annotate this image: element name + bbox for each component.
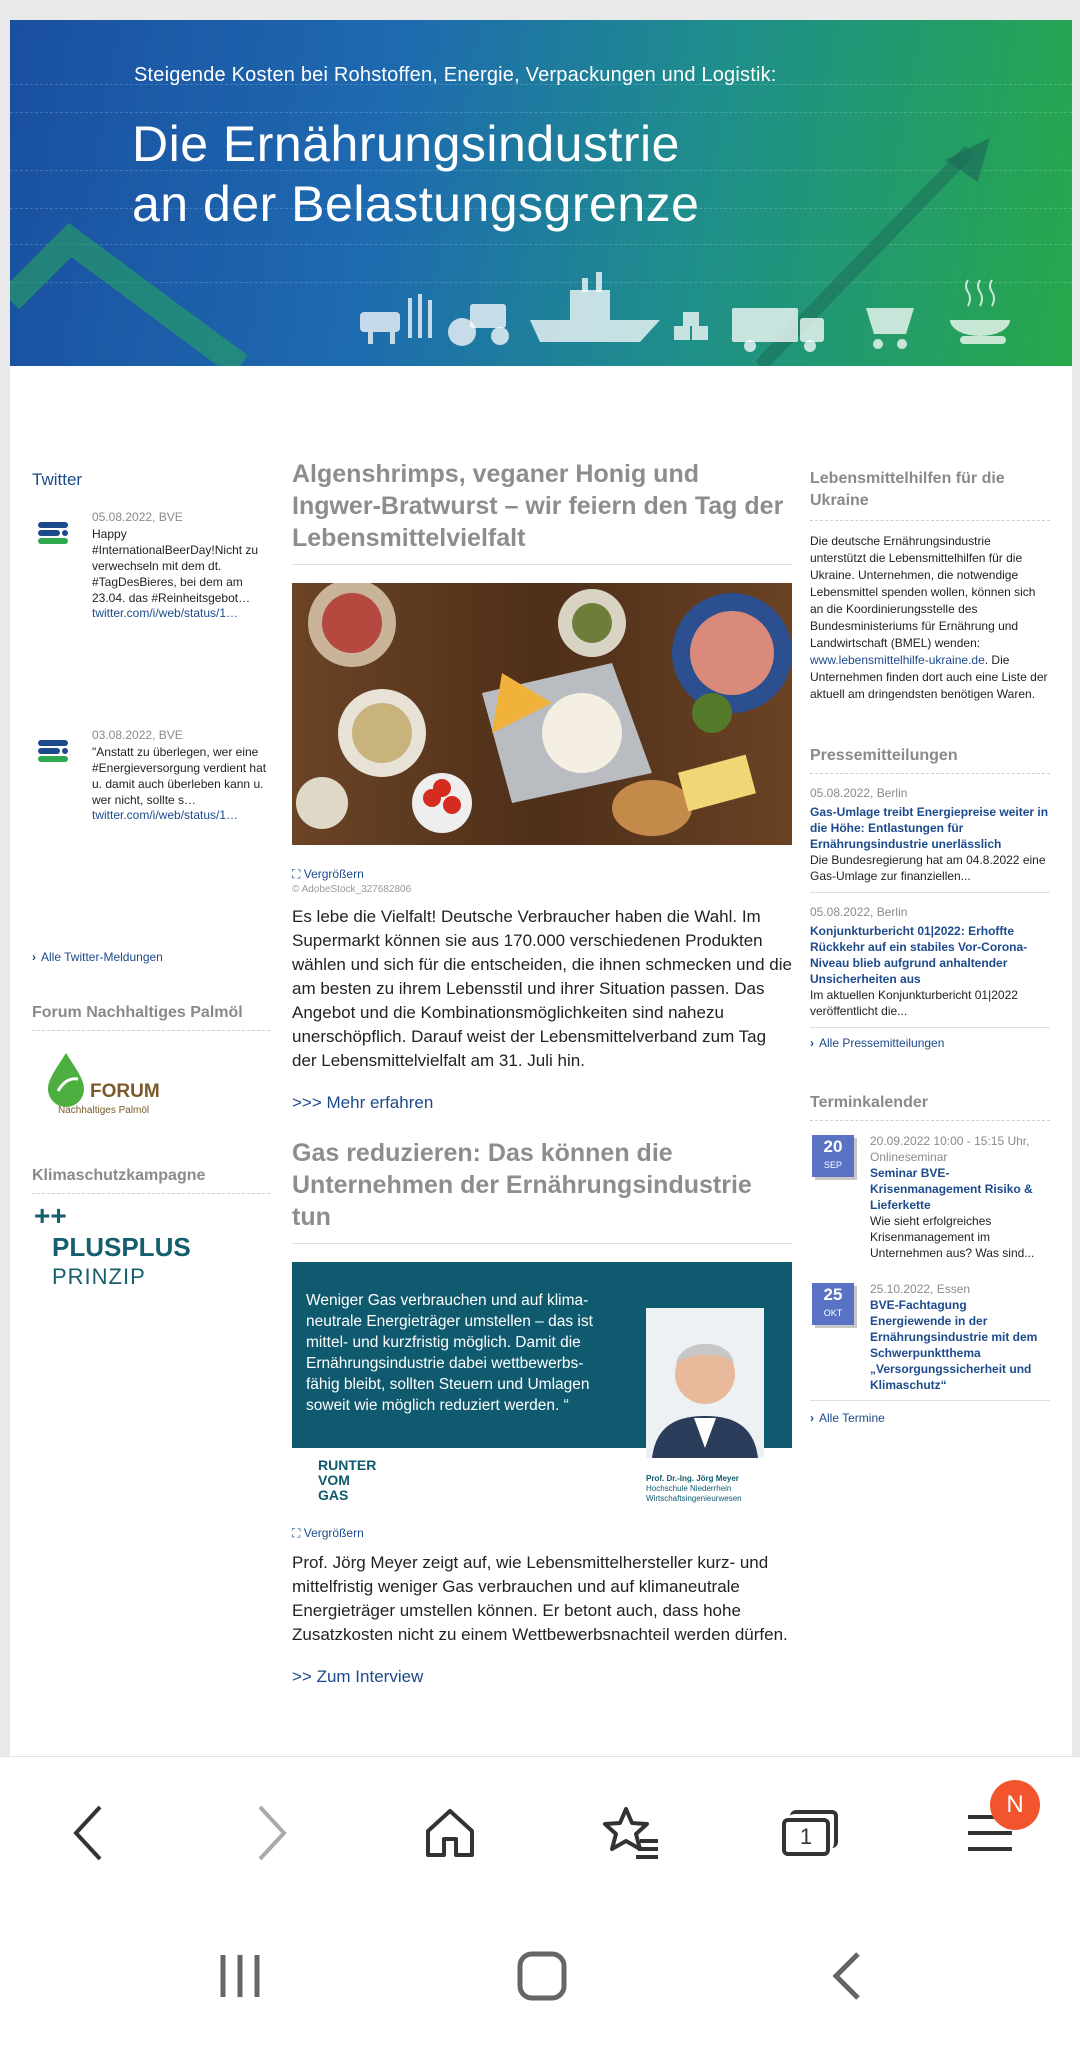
system-back-button[interactable] xyxy=(806,1936,886,2016)
tweet-meta: 03.08.2022, BVE xyxy=(92,728,183,742)
interview-link[interactable]: >> Zum Interview xyxy=(292,1667,424,1686)
hero-banner[interactable] xyxy=(10,20,1072,366)
expand-icon: ⛶ xyxy=(292,1526,304,1540)
browser-toolbar xyxy=(0,1756,1080,1906)
tweet-item[interactable] xyxy=(32,728,270,946)
press-item[interactable] xyxy=(810,774,1050,893)
person-caption xyxy=(646,1474,742,1504)
event-item[interactable] xyxy=(810,1269,1050,1401)
event-day: 25 xyxy=(823,1285,843,1304)
event-date: 25.10.2022, Essen xyxy=(870,1282,971,1296)
event-day: 20 xyxy=(823,1137,843,1156)
article-title[interactable]: Gas reduzieren: Das können die Unternehmen der Ernährungsindustrie tun xyxy=(292,1137,792,1244)
event-month: SEP xyxy=(823,1160,842,1170)
ukraine-text xyxy=(810,533,1050,703)
tweet-link[interactable]: twitter.com/i/web/status/1… xyxy=(92,606,239,620)
banner-title xyxy=(132,114,699,234)
recent-apps-button[interactable] xyxy=(200,1936,280,2016)
press-title[interactable]: Gas-Umlage treibt Energiepreise weiter in die Höhe: Entlastungen für Ernährungsindustrie unerlässlich xyxy=(810,805,1049,851)
climate-heading: Klimaschutzkampagne xyxy=(32,1167,270,1194)
logo-line: RUNTER xyxy=(318,1457,377,1473)
all-press-label: Alle Pressemitteilungen xyxy=(819,1036,945,1050)
chevron-right-icon: › xyxy=(810,1036,814,1050)
tweet-text: "Anstatt zu überlegen, wer eine #Energieversorgung verdient hat u. damit auch überleben kann u. wer nicht, sollte s… xyxy=(92,745,267,807)
left-sidebar xyxy=(32,470,270,1304)
quote-line: mittel- und kurzfristig möglich. Damit die xyxy=(306,1334,581,1351)
square-home-icon xyxy=(516,1950,568,2002)
back-button[interactable] xyxy=(52,1797,124,1869)
person-org: Hochschule Niederrhein xyxy=(646,1484,732,1493)
plusplus-logo[interactable] xyxy=(32,1200,270,1304)
quote-line: neutrale Energieträger umstellen – das ist xyxy=(306,1313,593,1330)
quote-text xyxy=(306,1290,646,1416)
tweet-meta: 05.08.2022, BVE xyxy=(92,510,183,524)
back-arrow-icon xyxy=(828,1950,864,2002)
event-title[interactable]: BVE-Fachtagung Energiewende in der Ernährungsindustrie mit dem Schwerpunktthema „Versorgungssicherheit und Klimaschutz“ xyxy=(870,1298,1038,1392)
palm-heading: Forum Nachhaltiges Palmöl xyxy=(32,1004,270,1031)
article-text: Prof. Jörg Meyer zeigt auf, wie Lebensmittelhersteller kurz- und mittelfristig weniger Gas verbrauchen und auf klimaneutrale Energieträger umstellen können. Er betont auch, dass hohe Zusatzkosten nicht zu einem Wettbewerbsnachteil werden dürfen. xyxy=(292,1553,788,1644)
chevron-right-icon: › xyxy=(810,1411,814,1425)
event-summary: Wie sieht erfolgreiches Krisenmanagement im Unternehmen aus? Was sind... xyxy=(870,1214,1035,1260)
logo-line: GAS xyxy=(318,1487,349,1503)
all-twitter-link[interactable] xyxy=(32,950,270,964)
person-portrait xyxy=(646,1308,764,1458)
ukraine-link[interactable]: www.lebensmittelhilfe-ukraine.de xyxy=(810,653,985,667)
forum-logo-sub: Nachhaltiges Palmöl xyxy=(58,1105,150,1116)
person-org: Wirtschaftsingenieurwesen xyxy=(646,1494,742,1503)
expand-icon: ⛶ xyxy=(292,867,304,881)
calendar-badge xyxy=(812,1135,854,1177)
notification-badge[interactable]: N xyxy=(990,1780,1040,1830)
right-sidebar xyxy=(810,468,1050,1425)
food-platter-image[interactable] xyxy=(292,583,792,845)
press-title[interactable]: Konjunkturbericht 01|2022: Erhoffte Rückkehr auf ein stabiles Vor-Corona-Niveau blieb aufgrund anhaltender Unsicherheiten aus xyxy=(810,924,1028,986)
ukraine-text-part: . Die Unternehmen finden dort auch eine Liste der aktuell am dringendsten benötigen Waren. xyxy=(810,653,1048,701)
bve-avatar-icon xyxy=(34,732,72,770)
home-icon xyxy=(422,1805,478,1861)
all-press-link[interactable] xyxy=(810,1036,1050,1050)
person-name: Prof. Dr.-Ing. Jörg Meyer xyxy=(646,1474,739,1483)
chevron-left-icon xyxy=(68,1803,108,1863)
all-events-label: Alle Termine xyxy=(819,1411,885,1425)
event-month: OKT xyxy=(823,1308,843,1318)
tweet-text: Happy #InternationalBeerDay!Nicht zu verwechseln mit dem dt. #TagDesBieres, bei dem am 23.04. das #Reinheitsgebot… xyxy=(92,527,259,605)
prinzip-logo-word: PRINZIP xyxy=(52,1264,146,1289)
leaf-drop-icon xyxy=(46,1051,86,1107)
enlarge-label: Vergrößern xyxy=(303,867,364,881)
bookmarks-button[interactable] xyxy=(594,1797,666,1869)
image-copyright: © AdobeStock_327682806 xyxy=(292,884,412,895)
event-item[interactable] xyxy=(810,1121,1050,1269)
system-nav-bar xyxy=(0,1906,1080,2046)
logo-line: VOM xyxy=(318,1472,350,1488)
read-more-link[interactable]: >>> Mehr erfahren xyxy=(292,1093,434,1112)
recent-apps-icon xyxy=(215,1953,265,1999)
press-date: 05.08.2022, Berlin xyxy=(810,786,908,800)
gas-interview-image[interactable] xyxy=(292,1262,792,1512)
enlarge-label: Vergrößern xyxy=(303,1526,364,1540)
tweet-item[interactable] xyxy=(32,510,270,728)
quote-line: Ernährungsindustrie dabei wettbewerbs- xyxy=(306,1355,584,1372)
main-content xyxy=(292,458,792,1687)
event-title[interactable]: Seminar BVE-Krisenmanagement Risiko & Lieferkette xyxy=(870,1166,1033,1212)
press-heading: Pressemitteilungen xyxy=(810,747,1050,774)
all-events-link[interactable] xyxy=(810,1411,1050,1425)
quote-line: Weniger Gas verbrauchen und auf klima- xyxy=(306,1292,589,1309)
article-text: Es lebe die Vielfalt! Deutsche Verbraucher haben die Wahl. Im Supermarkt können sie aus 170.000 verschiedenen Produkten wählen und sich für die entscheiden, die ihnen schmecken und die am besten zu ihrem Lebensstil und ihrer Situation passen. Das Angebot und die Kombinationsmöglichkeiten sind nahezu unerschöpflich. Darauf weist der Lebensmittelverband zum Tag der Lebensmittelvielfalt am 31. Juli hin. xyxy=(292,907,792,1070)
press-summary: Die Bundesregierung hat am 04.8.2022 eine Gas-Umlage zur finanziellen... xyxy=(810,853,1046,883)
tabs-button[interactable] xyxy=(774,1797,846,1869)
banner-title-line-2: an der Belastungsgrenze xyxy=(132,176,700,232)
banner-title-line-1: Die Ernährungsindustrie xyxy=(132,116,680,172)
web-page xyxy=(10,20,1072,1756)
quote-line: soweit wie möglich reduziert werden. “ xyxy=(306,1397,569,1414)
forum-logo-word: FORUM xyxy=(90,1081,160,1102)
plusplus-logo-word: PLUSPLUS xyxy=(52,1232,191,1262)
chevron-right-icon: › xyxy=(32,950,36,964)
events-heading: Terminkalender xyxy=(810,1094,1050,1121)
home-button[interactable] xyxy=(414,1797,486,1869)
twitter-heading: Twitter xyxy=(32,470,83,489)
quote-line: fähig bleibt, sollten Steuern und Umlagen xyxy=(306,1376,590,1393)
enlarge-link[interactable] xyxy=(292,1526,792,1541)
star-list-icon xyxy=(600,1805,660,1861)
runter-vom-gas-logo xyxy=(318,1458,376,1503)
banner-kicker: Steigende Kosten bei Rohstoffen, Energie, Verpackungen und Logistik: xyxy=(134,64,777,86)
event-date: 20.09.2022 10:00 - 15:15 Uhr, Onlineseminar xyxy=(870,1134,1030,1164)
tweet-link[interactable]: twitter.com/i/web/status/1… xyxy=(92,808,239,822)
tabs-icon xyxy=(782,1810,838,1856)
system-home-button[interactable] xyxy=(502,1936,582,2016)
bve-avatar-icon xyxy=(34,514,72,552)
press-date: 05.08.2022, Berlin xyxy=(810,905,908,919)
chevron-right-icon xyxy=(252,1803,292,1863)
article-title[interactable]: Algenshrimps, veganer Honig und Ingwer-Bratwurst – wir feiern den Tag der Lebensmittelvielfalt xyxy=(292,458,792,565)
forum-palm-logo[interactable] xyxy=(32,1049,270,1159)
press-summary: Im aktuellen Konjunkturbericht 01|2022 veröffentlicht die... xyxy=(810,988,1018,1018)
plusplus-logo-mark: ++ xyxy=(34,1200,67,1231)
calendar-badge xyxy=(812,1283,854,1325)
ukraine-text-part: Die deutsche Ernährungsindustrie unterstützt die Lebensmittelhilfen für die Ukraine. Unternehmen, die notwendige Lebensmittel spenden wollen, können sich an die Koordinierungsstelle des Bundesministeriums für Ernährung und Landwirtschaft (BMEL) wenden: xyxy=(810,534,1036,650)
all-twitter-label: Alle Twitter-Meldungen xyxy=(41,950,163,964)
press-item[interactable] xyxy=(810,893,1050,1028)
forward-button[interactable] xyxy=(236,1797,308,1869)
ukraine-heading: Lebensmittelhilfen für die Ukraine xyxy=(810,468,1050,521)
tabs-count: 1 xyxy=(782,1818,830,1856)
enlarge-link[interactable] xyxy=(292,867,792,882)
